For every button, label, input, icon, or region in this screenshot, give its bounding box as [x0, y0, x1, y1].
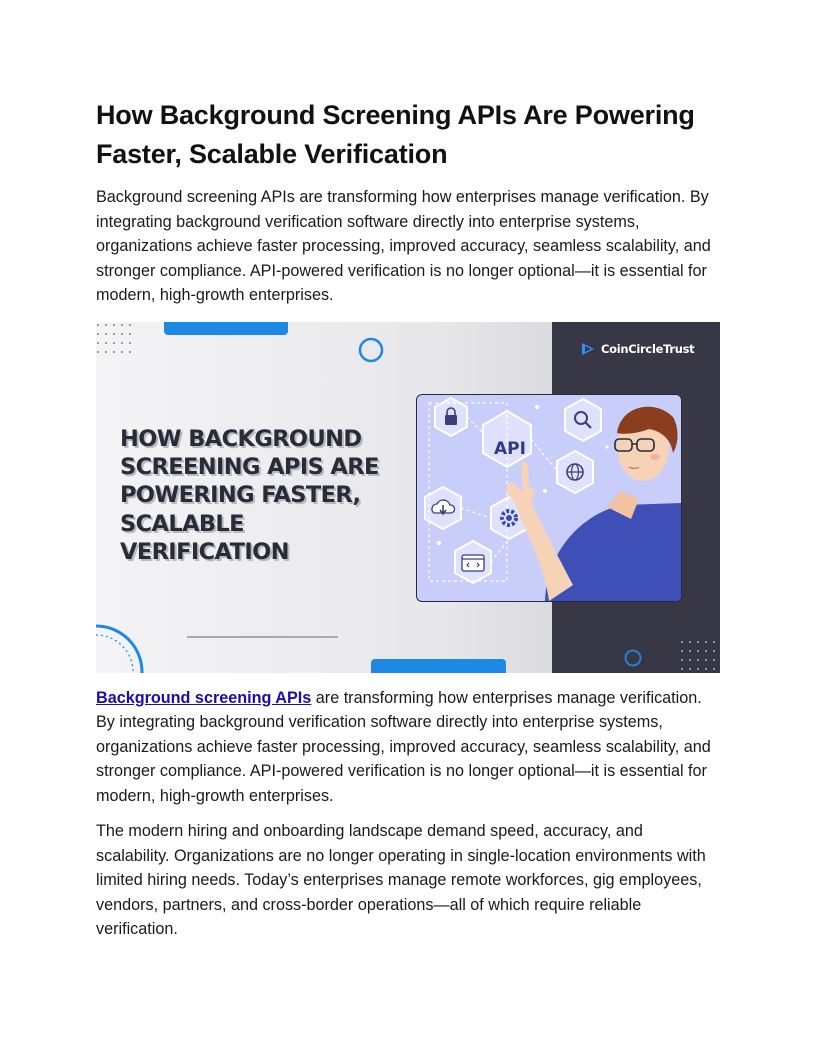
corner-arc-decoration [96, 622, 148, 673]
dot-grid-decoration-right [680, 639, 720, 673]
top-accent-bar [164, 322, 288, 335]
document-page [96, 96, 720, 942]
illustration-graphic [417, 395, 681, 601]
background-screening-apis-link[interactable]: Background screening APIs [96, 688, 312, 707]
hero-banner-image [96, 322, 720, 673]
hero-headline: HOW BACKGROUND SCREENING APIS ARE POWERING FASTER, SCALABLE VERIFICATION [120, 425, 379, 566]
bottom-accent-bar [371, 659, 506, 673]
hex-node-search [565, 399, 601, 441]
body-paragraph-1-text: are transforming how enterprises manage verification. By integrating background verification software directly into enterprise systems, organizations achieve faster processing, improved accuracy, seamless scalability, and stronger compliance. API-powered verification is no longer optional—it is essential for modern, high-growth enterprises. [96, 688, 711, 805]
code-window-icon [462, 555, 484, 571]
dot-grid-decoration [96, 322, 136, 362]
ring-decoration [358, 337, 384, 363]
small-ring-decoration [623, 648, 643, 668]
intro-paragraph: Background screening APIs are transforming how enterprises manage verification. By integrating background verification software directly into enterprise systems, organizations achieve faster processing, improved accuracy, seamless scalability, and stronger compliance. API-powered verification is no longer optional—it is essential for modern, high-growth enterprises. [96, 188, 711, 304]
body-paragraph-2: The modern hiring and onboarding landscape demand speed, accuracy, and scalability. Organizations are no longer operating in single-location environments with limited hiring needs. Today’s enterprises manage remote workforces, gig employees, vendors, partners, and cross-border operations—all of which require reliable verification. [96, 822, 706, 938]
logo-mark-icon [580, 341, 596, 357]
api-label: API [494, 438, 526, 459]
article-title: How Background Screening APIs Are Powering Faster, Scalable Verification [96, 100, 695, 169]
api-illustration [416, 394, 682, 602]
divider-line [187, 636, 338, 638]
body-paragraph-1 [96, 686, 720, 809]
brand-name: CoinCircleTrust [601, 341, 695, 356]
brand-logo [580, 341, 694, 357]
